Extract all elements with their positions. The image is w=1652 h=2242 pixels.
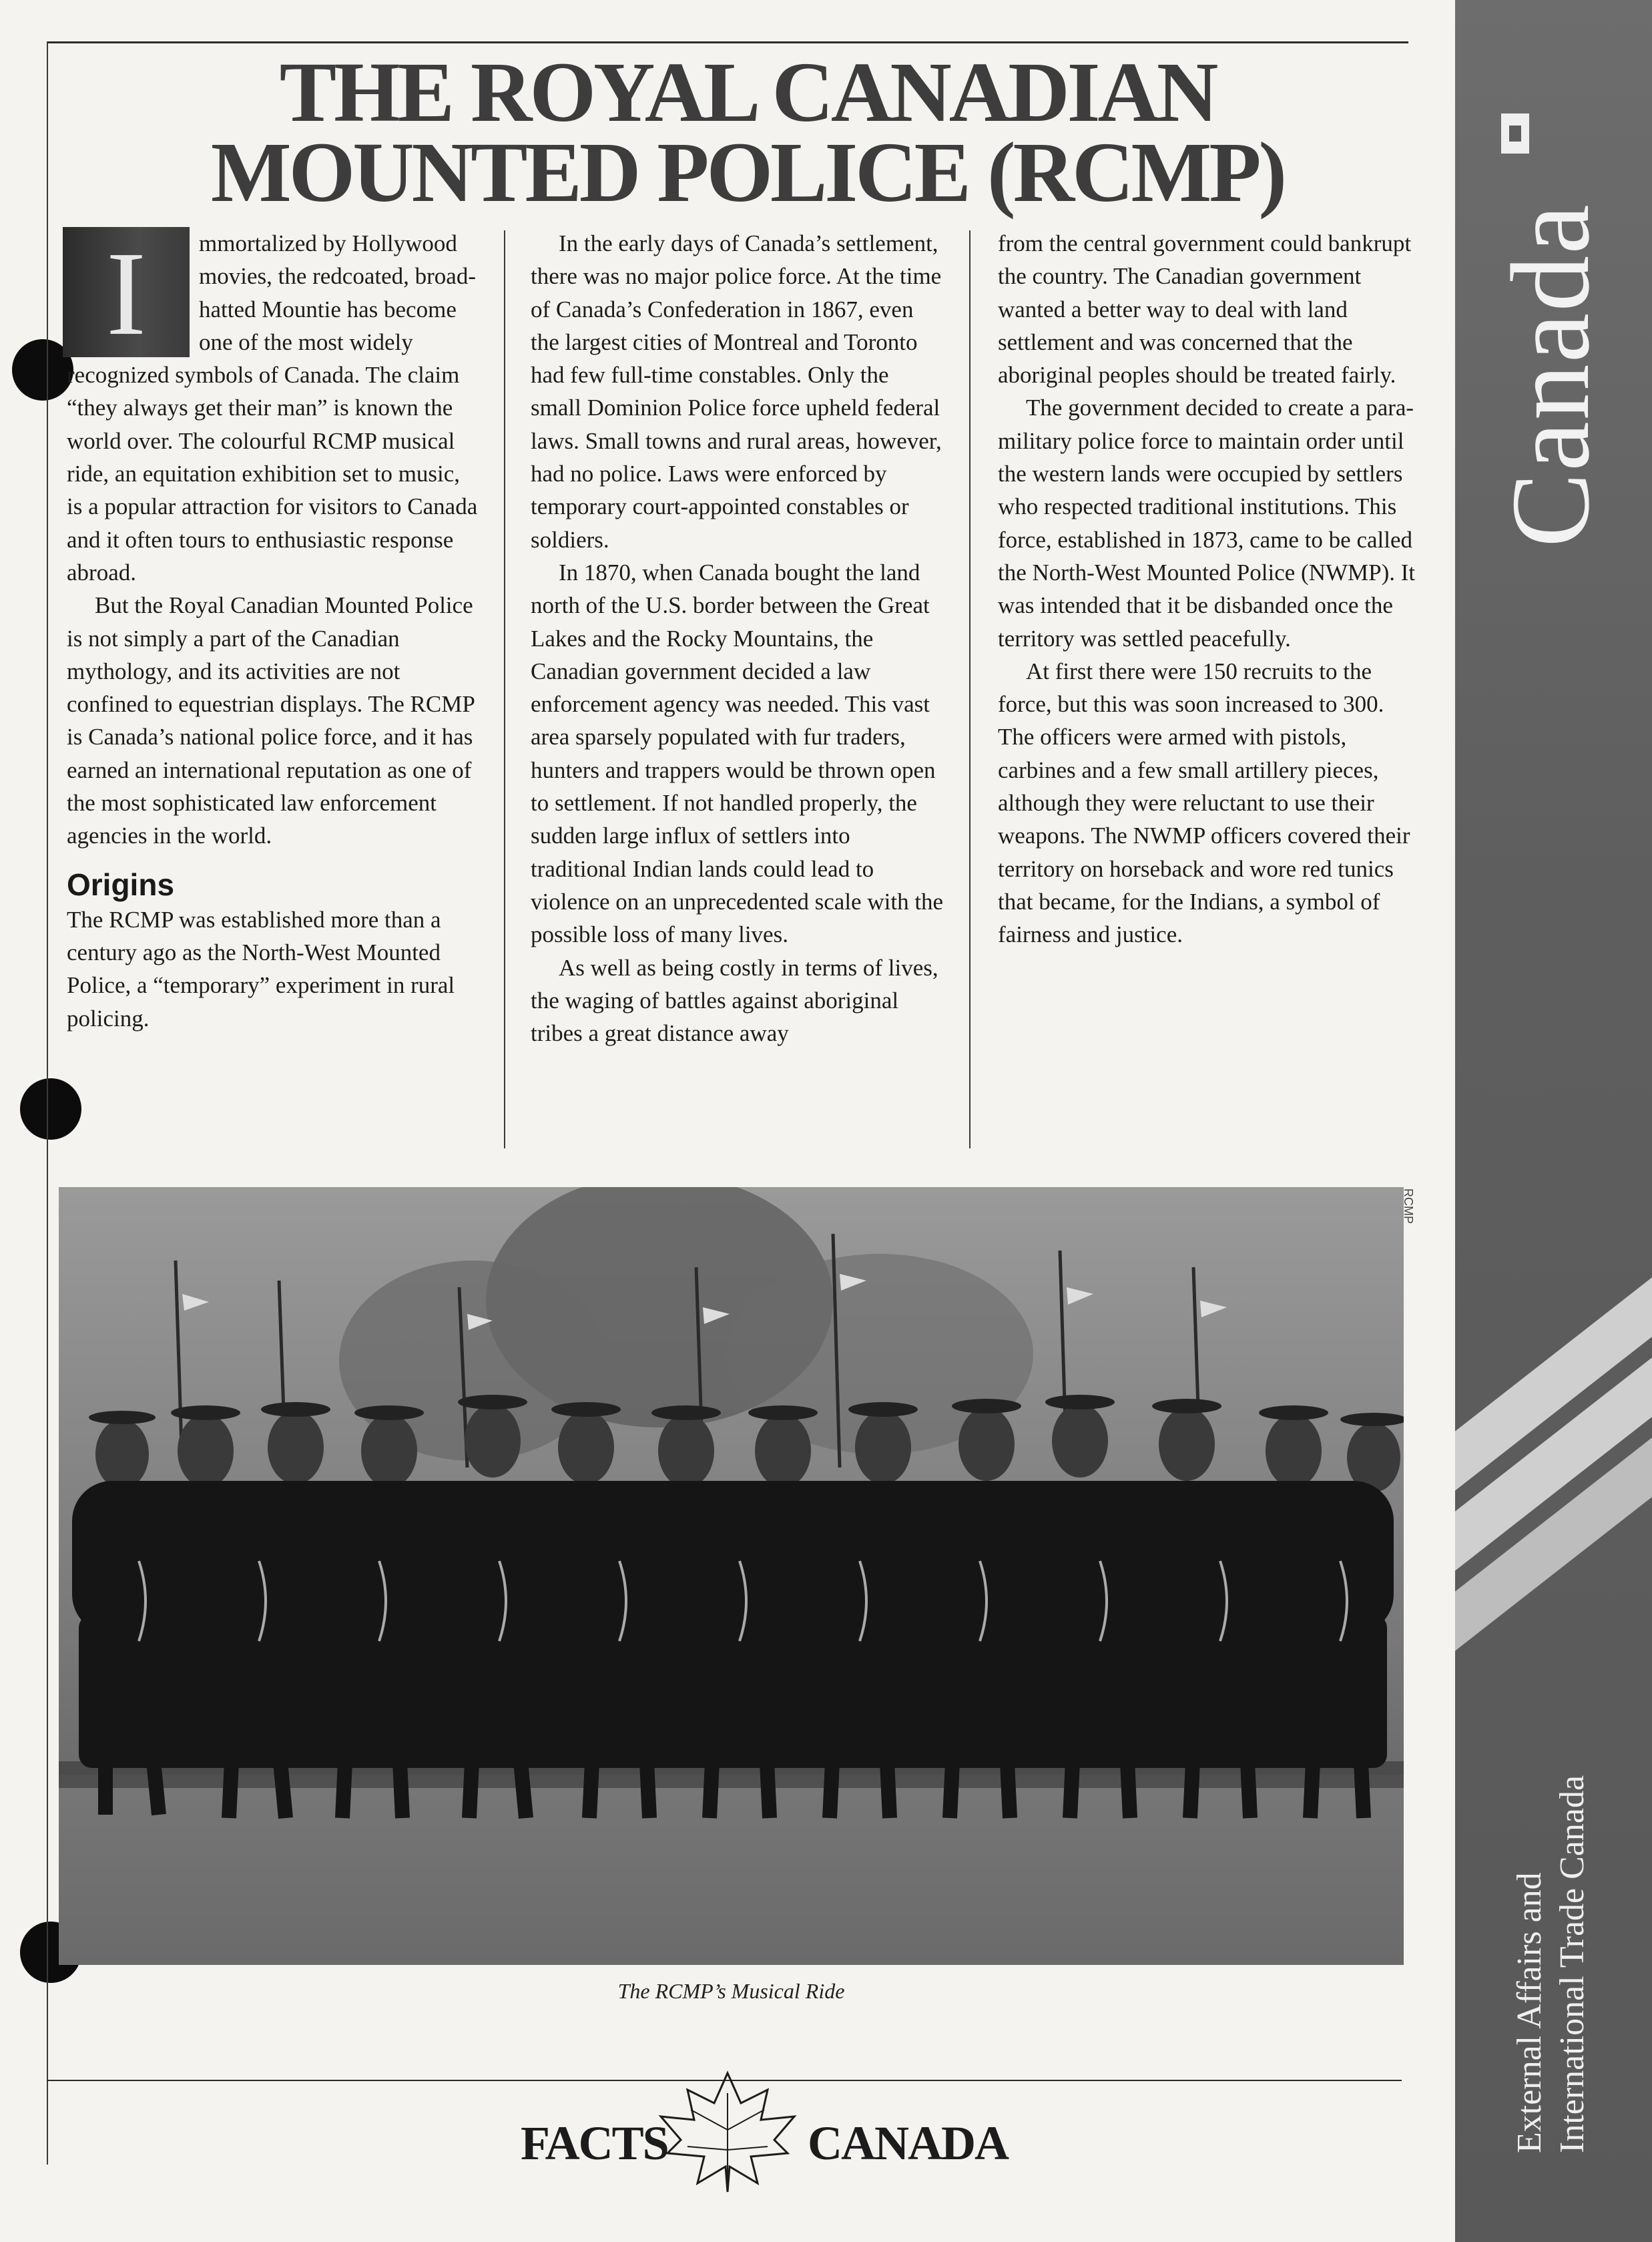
paragraph: The RCMP was established more than a century ago as the North-West Mounted Police, a “temporary” experiment in rural policing. (67, 906, 455, 1032)
paragraph: At first there were 150 recruits to the force, but this was soon increased to 300. The officers were armed with pistols, carbines and a few small artillery pieces, although they were reluctant to use their weapons. The NWMP officers covered their territory on horseback and wore red tunics that became, for the Indians, a symbol of fairness and justice. (998, 658, 1410, 948)
left-margin-line (47, 41, 48, 2165)
intro-paragraph (67, 227, 481, 589)
maple-leaf-icon (651, 2066, 804, 2193)
section-heading-origins: Origins (67, 867, 175, 902)
article-column-1 (67, 227, 481, 1035)
paragraph: from the central government could bankrupt the country. The Canadian government wanted a better way to deal with land settlement and was concerned that the aboriginal peoples should be treated fairly. (998, 230, 1412, 389)
article-column-3 (998, 227, 1425, 951)
department-line-1: External Affairs and (1510, 1872, 1549, 2153)
footer-facts-label: FACTS (521, 2116, 668, 2170)
paragraph: In the early days of Canada’s settlement, there was no major police force. At the time of Canada’s Confederation in 1867, even the largest cities of Montreal and Toronto had few full-time constables. Only the small Dominion Police force upheld federal laws. Small towns and rural areas, however, had no police. Laws were enforced by temporary court-appointed constables or soldiers. (531, 230, 942, 553)
title-line-2: MOUNTED POLICE (RCMP) (210, 125, 1285, 220)
paragraph: In 1870, when Canada bought the land north of the U.S. border between the Great Lakes and the Rocky Mountains, the Canadian government decided a law enforcement agency was needed. This vast area sparsely populated with fur traders, hunters and trappers would be thrown open to settlement. If not handled properly, the sudden large influx of settlers into traditional Indian lands could lead to violence on an unprecedented scale with the possible loss of many lives. (531, 559, 944, 948)
drop-cap: I (63, 227, 190, 357)
department-line-2: International Trade Canada (1553, 1775, 1591, 2153)
paragraph: As well as being costly in terms of lives, the waging of battles against aboriginal tribes a great distance away (531, 954, 938, 1047)
musical-ride-photo (59, 1187, 1404, 1965)
photo-credit: RCMP (1402, 1188, 1415, 1224)
department-name (1508, 1686, 1594, 2153)
intro-text: mmortalized by Hollywood movies, the redcoated, broad-hatted Mountie has become one of the most widely recognized symbols of Canada. The claim “they always get their man” is known the world over. The colourful RCMP musical ride, an equitation exhibition set to music, is a popular attraction for visitors to Canada and it often tours to enthusiastic response abroad. (67, 230, 478, 586)
binder-hole-middle (20, 1078, 81, 1140)
paragraph: But the Royal Canadian Mounted Police is not simply a part of the Canadian mythology, and its activities are not confined to equestrian displays. The RCMP is Canada’s national police force, and it has earned an international reputation as one of the most sophisticated law enforcement agencies in the world. (67, 592, 475, 849)
title-line-1: THE ROYAL CANADIAN (279, 45, 1216, 140)
article-column-2 (531, 227, 944, 1050)
footer-canada-label: CANADA (808, 2116, 1008, 2170)
canada-wordmark: Canada (1488, 203, 1613, 547)
column-divider-1 (504, 230, 505, 1148)
top-rule (47, 41, 1408, 43)
column-divider-2 (969, 230, 971, 1148)
paragraph: The government decided to create a para-military police force to maintain order until the western lands were occupied by settlers who respected traditional institutions. This force, established in 1873, came to be called the North-West Mounted Police (NWMP). It was intended that it be disbanded once the territory was settled peacefully. (998, 395, 1416, 652)
photo-caption: The RCMP’s Musical Ride (617, 1979, 845, 2003)
page-title (47, 45, 1448, 220)
